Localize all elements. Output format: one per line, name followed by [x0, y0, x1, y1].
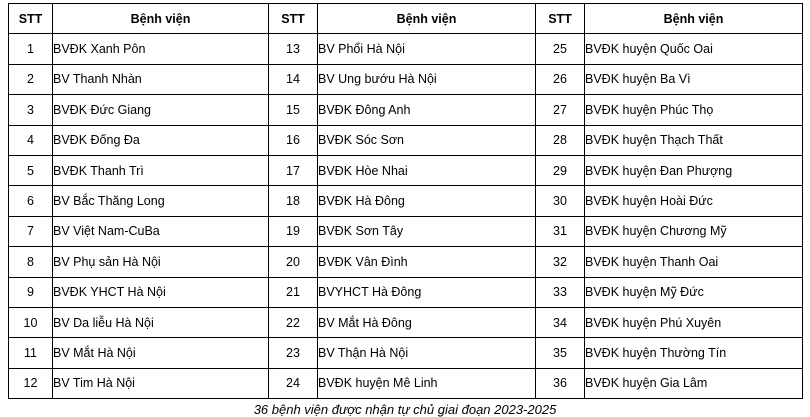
stt-header: STT	[269, 4, 318, 34]
hospital-name-cell: BV Thận Hà Nội	[318, 338, 536, 368]
table-row	[9, 125, 803, 155]
hospital-name-cell: BVĐK huyện Thạch Thất	[585, 125, 803, 155]
stt-cell: 8	[9, 247, 53, 277]
hospital-table	[8, 3, 803, 399]
stt-cell: 36	[536, 368, 585, 398]
hospital-name-cell: BVĐK huyện Thanh Oai	[585, 247, 803, 277]
stt-cell: 14	[269, 64, 318, 94]
hospital-name-cell: BVĐK Vân Đình	[318, 247, 536, 277]
stt-cell: 17	[269, 155, 318, 185]
stt-header: STT	[536, 4, 585, 34]
stt-cell: 4	[9, 125, 53, 155]
stt-cell: 35	[536, 338, 585, 368]
hospital-header: Bệnh viện	[318, 4, 536, 34]
hospital-name-cell: BVĐK Đông Anh	[318, 95, 536, 125]
hospital-name-cell: BVĐK huyện Đan Phượng	[585, 155, 803, 185]
hospital-name-cell: BVĐK huyện Chương Mỹ	[585, 216, 803, 246]
stt-cell: 21	[269, 277, 318, 307]
hospital-header: Bệnh viện	[585, 4, 803, 34]
hospital-name-cell: BVĐK huyện Ba Vì	[585, 64, 803, 94]
hospital-name-cell: BV Tim Hà Nội	[53, 368, 269, 398]
hospital-header: Bệnh viện	[53, 4, 269, 34]
stt-cell: 15	[269, 95, 318, 125]
hospital-name-cell: BVĐK huyện Gia Lâm	[585, 368, 803, 398]
stt-cell: 6	[9, 186, 53, 216]
table-row	[9, 247, 803, 277]
stt-cell: 24	[269, 368, 318, 398]
hospital-name-cell: BVĐK huyện Quốc Oai	[585, 34, 803, 64]
hospital-name-cell: BV Mắt Hà Nội	[53, 338, 269, 368]
table-row	[9, 95, 803, 125]
hospital-name-cell: BV Da liễu Hà Nội	[53, 307, 269, 337]
hospital-name-cell: BV Phổi Hà Nội	[318, 34, 536, 64]
stt-cell: 13	[269, 34, 318, 64]
stt-cell: 9	[9, 277, 53, 307]
stt-cell: 30	[536, 186, 585, 216]
hospital-name-cell: BV Ung bướu Hà Nội	[318, 64, 536, 94]
hospital-name-cell: BVĐK huyện Phúc Thọ	[585, 95, 803, 125]
stt-cell: 31	[536, 216, 585, 246]
stt-cell: 34	[536, 307, 585, 337]
table-row	[9, 155, 803, 185]
table-row	[9, 64, 803, 94]
hospital-name-cell: BVĐK Sóc Sơn	[318, 125, 536, 155]
stt-cell: 33	[536, 277, 585, 307]
stt-cell: 32	[536, 247, 585, 277]
hospital-name-cell: BVĐK huyện Mê Linh	[318, 368, 536, 398]
table-row	[9, 34, 803, 64]
hospital-name-cell: BVĐK huyện Mỹ Đức	[585, 277, 803, 307]
stt-cell: 10	[9, 307, 53, 337]
table-row	[9, 277, 803, 307]
stt-cell: 27	[536, 95, 585, 125]
stt-cell: 25	[536, 34, 585, 64]
stt-header: STT	[9, 4, 53, 34]
stt-cell: 11	[9, 338, 53, 368]
table-row	[9, 338, 803, 368]
table-row	[9, 368, 803, 398]
stt-cell: 18	[269, 186, 318, 216]
hospital-name-cell: BVĐK Đống Đa	[53, 125, 269, 155]
hospital-name-cell: BVĐK Thanh Trì	[53, 155, 269, 185]
stt-cell: 12	[9, 368, 53, 398]
stt-cell: 16	[269, 125, 318, 155]
table-row	[9, 216, 803, 246]
stt-cell: 5	[9, 155, 53, 185]
stt-cell: 7	[9, 216, 53, 246]
hospital-name-cell: BV Việt Nam-CuBa	[53, 216, 269, 246]
stt-cell: 28	[536, 125, 585, 155]
table-caption: 36 bệnh viện được nhận tự chủ giai đoạn 2023-2025	[253, 402, 557, 417]
stt-cell: 3	[9, 95, 53, 125]
hospital-name-cell: BVĐK huyện Hoài Đức	[585, 186, 803, 216]
stt-cell: 1	[9, 34, 53, 64]
hospital-name-cell: BV Thanh Nhàn	[53, 64, 269, 94]
stt-cell: 2	[9, 64, 53, 94]
table-row	[9, 307, 803, 337]
hospital-name-cell: BV Bắc Thăng Long	[53, 186, 269, 216]
header-row	[9, 4, 803, 34]
hospital-name-cell: BV Phụ sản Hà Nội	[53, 247, 269, 277]
stt-cell: 19	[269, 216, 318, 246]
hospital-name-cell: BVĐK huyện Phú Xuyên	[585, 307, 803, 337]
hospital-name-cell: BVĐK Hòe Nhai	[318, 155, 536, 185]
stt-cell: 29	[536, 155, 585, 185]
hospital-name-cell: BVĐK Hà Đông	[318, 186, 536, 216]
stt-cell: 26	[536, 64, 585, 94]
hospital-name-cell: BVĐK Đức Giang	[53, 95, 269, 125]
hospital-name-cell: BVĐK Xanh Pôn	[53, 34, 269, 64]
stt-cell: 22	[269, 307, 318, 337]
hospital-name-cell: BV Mắt Hà Đông	[318, 307, 536, 337]
hospital-name-cell: BVĐK YHCT Hà Nội	[53, 277, 269, 307]
table-row	[9, 186, 803, 216]
hospital-name-cell: BVYHCT Hà Đông	[318, 277, 536, 307]
hospital-name-cell: BVĐK Sơn Tây	[318, 216, 536, 246]
hospital-name-cell: BVĐK huyện Thường Tín	[585, 338, 803, 368]
stt-cell: 23	[269, 338, 318, 368]
stt-cell: 20	[269, 247, 318, 277]
